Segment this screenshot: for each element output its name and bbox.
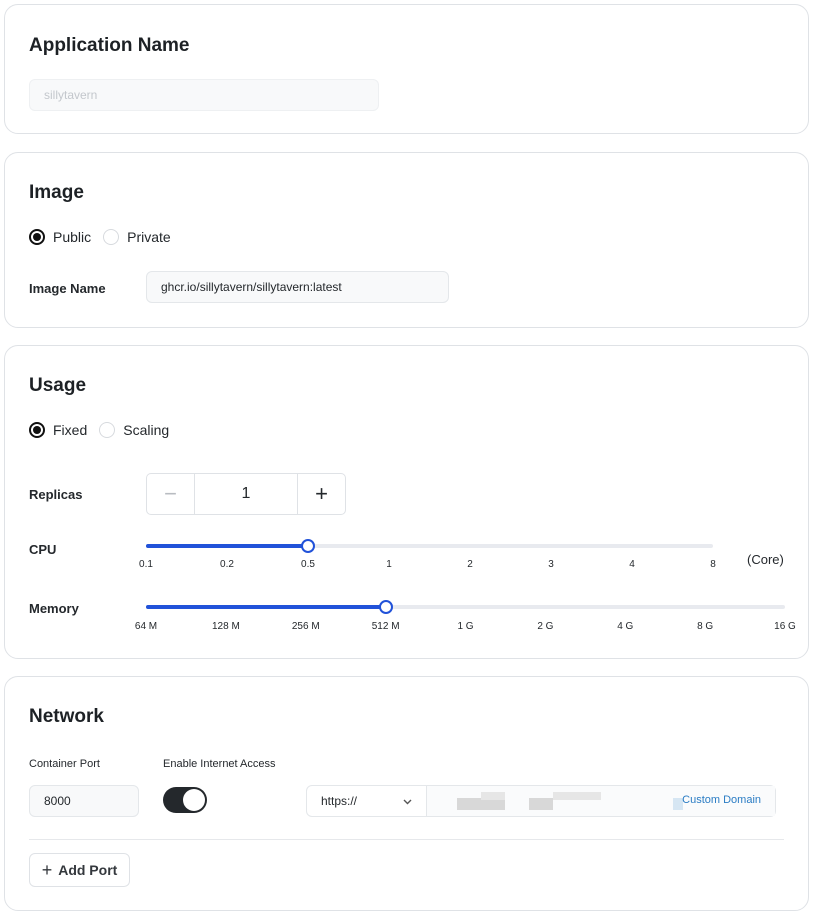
- toggle-knob: [183, 789, 205, 811]
- plus-icon: +: [41, 859, 53, 880]
- chevron-down-icon: [403, 794, 412, 808]
- cpu-slider-fill: [146, 544, 308, 548]
- usage-card: [4, 345, 809, 659]
- cpu-tick-label[interactable]: 3: [548, 559, 554, 570]
- container-port-input[interactable]: 8000: [29, 785, 139, 817]
- custom-domain-link[interactable]: Custom Domain: [682, 794, 761, 806]
- memory-slider[interactable]: [146, 605, 785, 609]
- domain-input-group: [306, 785, 776, 817]
- add-port-label: Add Port: [58, 862, 118, 878]
- usage-title: Usage: [29, 375, 87, 396]
- radio-fixed-indicator[interactable]: [29, 422, 45, 438]
- memory-tick-label[interactable]: 4 G: [617, 621, 634, 632]
- image-type-radio-group: [29, 229, 183, 245]
- replicas-label: Replicas: [29, 487, 83, 502]
- cpu-tick-label[interactable]: 0.5: [301, 559, 315, 570]
- application-name-input[interactable]: sillytavern: [29, 79, 379, 111]
- memory-tick-label[interactable]: 256 M: [291, 621, 320, 632]
- protocol-select[interactable]: [307, 786, 427, 816]
- radio-fixed-label: Fixed: [53, 422, 88, 438]
- application-name-card: [4, 4, 809, 134]
- radio-scaling-indicator[interactable]: [99, 422, 115, 438]
- radio-private-indicator[interactable]: [103, 229, 119, 245]
- redacted-domain-part: [553, 792, 601, 800]
- memory-tick-label[interactable]: 2 G: [537, 621, 554, 632]
- cpu-tick-label[interactable]: 8: [710, 559, 716, 570]
- radio-public-label: Public: [53, 229, 92, 245]
- cpu-tick-label[interactable]: 0.1: [139, 559, 153, 570]
- memory-tick-label[interactable]: 512 M: [371, 621, 400, 632]
- replicas-stepper: [146, 473, 346, 515]
- redacted-domain-part: [529, 798, 553, 810]
- radio-private-label: Private: [127, 229, 171, 245]
- memory-label: Memory: [29, 601, 79, 616]
- replicas-value[interactable]: 1: [241, 485, 251, 502]
- cpu-label: CPU: [29, 542, 57, 557]
- redacted-domain-part: [481, 792, 505, 800]
- memory-tick-label[interactable]: 8 G: [697, 621, 714, 632]
- protocol-value: https://: [321, 794, 358, 808]
- radio-public[interactable]: [29, 229, 91, 245]
- domain-field[interactable]: [427, 786, 775, 816]
- radio-fixed[interactable]: [29, 422, 87, 438]
- usage-type-radio-group: [29, 422, 181, 438]
- radio-scaling[interactable]: [99, 422, 169, 438]
- cpu-tick-label[interactable]: 1: [386, 559, 392, 570]
- divider: [29, 839, 784, 840]
- cpu-tick-label[interactable]: 2: [467, 559, 473, 570]
- cpu-slider-thumb[interactable]: [301, 539, 315, 553]
- memory-tick-label[interactable]: 16 G: [774, 621, 796, 632]
- add-port-button[interactable]: [29, 853, 130, 887]
- memory-slider-fill: [146, 605, 386, 609]
- image-name-input[interactable]: ghcr.io/sillytavern/sillytavern:latest: [146, 271, 449, 303]
- network-title: Network: [29, 706, 104, 727]
- image-card: [4, 152, 809, 328]
- image-name-label: Image Name: [29, 281, 106, 296]
- radio-private[interactable]: [103, 229, 171, 245]
- internet-access-toggle[interactable]: [163, 787, 207, 813]
- cpu-slider[interactable]: [146, 544, 713, 548]
- radio-scaling-label: Scaling: [123, 422, 170, 438]
- container-port-label: Container Port: [29, 758, 100, 770]
- memory-slider-thumb[interactable]: [379, 600, 393, 614]
- increment-button[interactable]: +: [297, 474, 345, 514]
- radio-public-indicator[interactable]: [29, 229, 45, 245]
- application-name-title: Application Name: [29, 35, 190, 56]
- cpu-tick-label[interactable]: 0.2: [220, 559, 234, 570]
- image-title: Image: [29, 182, 84, 203]
- memory-tick-label[interactable]: 64 M: [134, 621, 158, 632]
- memory-tick-label[interactable]: 128 M: [211, 621, 240, 632]
- decrement-button[interactable]: −: [147, 474, 195, 514]
- memory-tick-label[interactable]: 1 G: [457, 621, 474, 632]
- cpu-tick-label[interactable]: 4: [629, 559, 635, 570]
- network-card: [4, 676, 809, 911]
- cpu-unit: (Core): [747, 552, 784, 567]
- internet-access-label: Enable Internet Access: [163, 758, 276, 770]
